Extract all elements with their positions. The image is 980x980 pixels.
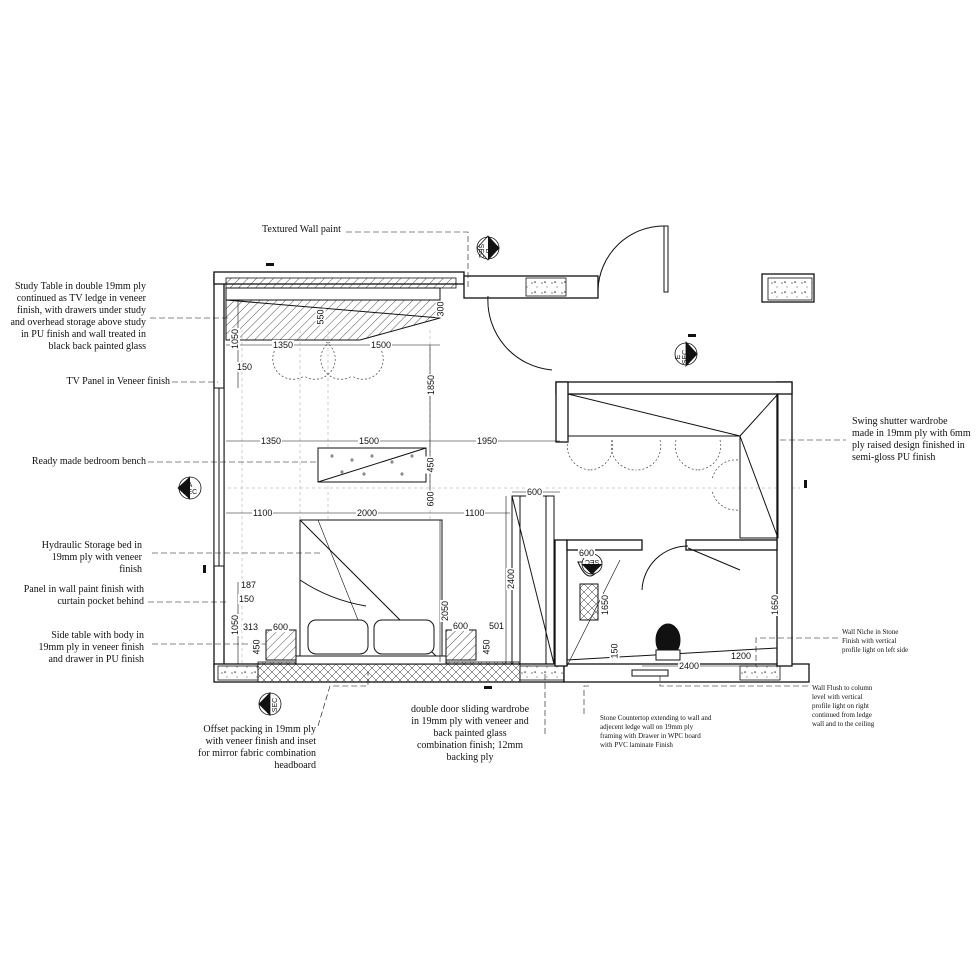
section-letter: A	[187, 482, 193, 489]
dim-label: 2400	[679, 661, 700, 671]
dim-label: 600	[579, 548, 595, 558]
note-sliding-wardrobe: double door sliding wardrobe in 19mm ply with veneer and back painted glass combination finish; 12mm backing ply	[410, 704, 530, 763]
section-tag: SEC	[584, 558, 600, 565]
dim-label: 501	[489, 621, 505, 631]
dim-label: 1350	[273, 340, 294, 350]
section-letter: C	[589, 565, 595, 572]
dim-label: 450	[251, 639, 262, 655]
dim-label: 600	[453, 621, 469, 631]
dim-label: 450	[425, 457, 436, 473]
note-storage-bed: Hydraulic Storage bed in 19mm ply with veneer finish	[41, 540, 142, 575]
dim-label: 300	[435, 301, 446, 317]
dim-label: 1500	[359, 436, 380, 446]
section-letter: B	[484, 248, 491, 254]
dim-label: 1050	[230, 328, 241, 350]
section-a-label	[180, 482, 200, 496]
dim-label: 1850	[426, 374, 437, 396]
wardrobe-north-wall	[556, 382, 792, 394]
bath-north-wall-right	[686, 540, 777, 550]
note-panel-wall: Panel in wall paint finish with curtain pocket behind	[23, 584, 144, 607]
section-tag: SEC	[682, 349, 689, 365]
section-b-label	[477, 241, 491, 261]
dim-label: 187	[241, 580, 257, 590]
storage-bed	[296, 520, 446, 664]
note-swing-wardrobe: Swing shutter wardrobe made in 19mm ply with 6mm ply raised design finished in semi-gloss PU finish	[852, 416, 971, 463]
note-textured-wall: Textured Wall paint	[262, 224, 341, 235]
note-wall-niche: Wall Niche in Stone Finish with vertical profile light on left side	[842, 628, 909, 654]
dim-label: 150	[239, 594, 255, 604]
dim-label: 1050	[230, 614, 241, 636]
dim-label: 150	[237, 362, 253, 372]
section-tag: SEC	[477, 243, 484, 259]
dim-label: 450	[481, 639, 492, 655]
note-bench: Ready made bedroom bench	[31, 456, 146, 467]
dim-label: 600	[273, 622, 289, 632]
east-wall	[777, 382, 792, 666]
note-offset-packing: Offset packing in 19mm ply with veneer finish and inset for mirror fabric combination headboard	[197, 724, 316, 771]
section-c-label	[582, 558, 602, 572]
dim-label: 1650	[600, 594, 611, 616]
section-tag: SEC	[182, 489, 198, 496]
dim-label: 1100	[253, 508, 273, 518]
dim-label: 550	[315, 309, 326, 325]
dim-label: 1650	[770, 594, 781, 616]
bedroom-bench	[318, 448, 426, 482]
wardrobe-door-swings	[567, 440, 738, 510]
dim-label: 1350	[261, 436, 282, 446]
note-study-table: Study Table in double 19mm ply continued as TV ledge in veneer finish, with drawers under study and overhead storage above study in PU finish and wall treated in black back painted glass	[10, 281, 146, 352]
section-letter: E	[675, 354, 682, 360]
sliding-wardrobe	[512, 496, 554, 664]
dim-label: 2400	[506, 568, 517, 590]
section-e-label	[675, 347, 689, 367]
dim-label: 1100	[465, 508, 485, 518]
bath-west-wall	[555, 540, 567, 666]
note-tv-panel: TV Panel in Veneer finish	[66, 376, 170, 387]
note-side-table: Side table with body in 19mm ply in veneer finish and drawer in PU finish	[38, 630, 144, 665]
dim-label: 2000	[357, 508, 378, 518]
section-tag: SEC	[272, 697, 279, 713]
section-d-label	[265, 695, 279, 715]
dim-label: 1950	[477, 436, 498, 446]
note-stone-countertop: Stone Countertop extending to wall and adjecent ledge wall on 19mm ply framing with Drawer in WPC board with PVC laminate Finish	[600, 714, 712, 749]
dim-label: 1200	[731, 651, 752, 661]
dim-label: 313	[243, 622, 259, 632]
tv-panel	[214, 388, 224, 566]
dim-label: 2050	[440, 600, 451, 622]
section-letter: D	[265, 702, 272, 708]
wardrobe-west-wall	[556, 382, 568, 442]
dim-label: 150	[609, 643, 620, 659]
dim-label: 600	[425, 491, 436, 507]
dim-label: 1500	[371, 340, 392, 350]
swing-wardrobe	[568, 394, 778, 538]
dim-label: 600	[527, 487, 543, 497]
study-table	[226, 288, 440, 340]
note-wall-flush: Wall Flush to column level with vertical profile light on right continued from ledge wall and to the ceiling	[812, 684, 875, 728]
